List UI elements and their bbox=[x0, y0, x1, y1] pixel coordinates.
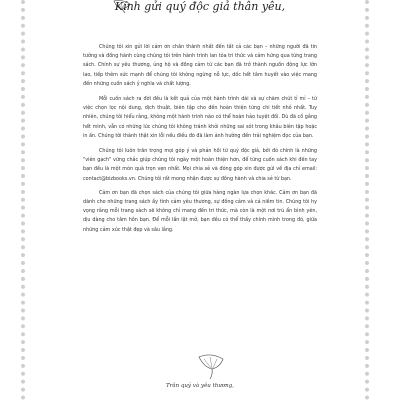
letter-body bbox=[83, 43, 317, 241]
ginkgo-leaf-icon bbox=[196, 354, 226, 380]
paragraph: Chúng tôi luôn trân trọng mọi góp ý và phản hồi từ quý độc giả, bởi đó chính là những "viên gạch" vững chắc giúp chúng tôi ngày một hoàn thiện hơn, để từng cuốn sách khi đến tay bạn đều là một món quà trọn vẹn nhất. Mọi chia sẻ và đóng góp xin được gửi về địa chỉ email: contact@bizbooks.vn. Chúng tôi rất mong nhận được sự đồng hành và chia sẻ từ bạn. bbox=[83, 148, 317, 182]
paragraph: Cảm ơn bạn đã chọn sách của chúng tôi giữa hàng ngàn lựa chọn khác. Cảm ơn bạn đã dành cho những trang sách ấy tình cảm yêu thương, sự đồng cảm và cả niềm tin. Chúng tôi hy vọng rằng mỗi trang sách sẽ không chỉ mang đến tri thức, mà còn là một nơi trú ẩn bình yên, dịu dàng cho tâm hồn bạn. Để mỗi lần lật mở, bạn đều có thể thấy chính mình trong đó, giữa những cảm xúc thật đẹp và sâu lắng. bbox=[83, 189, 317, 233]
paragraph: Chúng tôi xin gửi lời cảm ơn chân thành nhất đến tất cả các bạn – những người đã tin tưởng và đồng hành cùng chúng tôi trên hành trình lan tỏa tri thức và cảm hứng qua từng trang sách. Chính sự yêu thương, ủng hộ và đồng cảm từ các bạn đã trở thành nguồn động lực lớn lao, tiếp thêm sức mạnh để chúng tôi không ngừng nỗ lực, dốc hết tâm huyết vào việc mang đến những cuốn sách ý nghĩa và chất lượng. bbox=[83, 44, 317, 87]
paragraph: Mỗi cuốn sách ra đời đều là kết quả của một hành trình dài và sự chăm chút tỉ mỉ – từ việc chọn lọc nội dung, dịch thuật, biên tập cho đến hoàn thiện từng chi tiết nhỏ nhất. Tuy nhiên, chúng tôi hiểu rằng, không một hành trình nào có thể hoàn hảo tuyệt đối. Dù đã cố gắng hết mình, vẫn có những lúc chúng tôi không tránh khỏi những sai sót trong khâu biên tập hoặc in ấn. Chúng tôi thành thật xin lỗi nếu điều đó đã làm ảnh hưởng đến trải nghiệm đọc của bạn. bbox=[83, 96, 317, 139]
signature: Trân quý và yêu thương, bbox=[166, 383, 234, 389]
greeting-title: Kính gửi quý độc giả thân yêu, bbox=[114, 0, 286, 13]
